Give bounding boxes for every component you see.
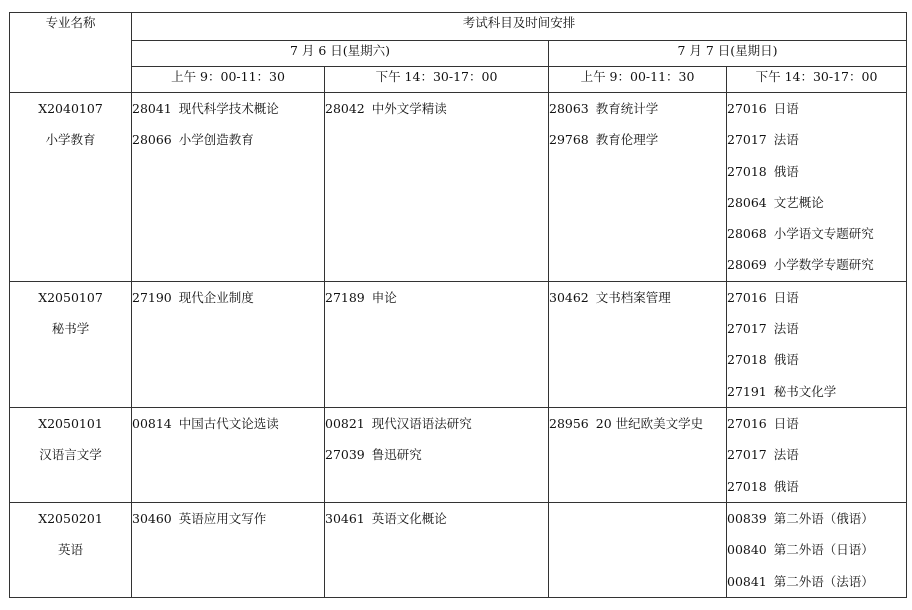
course-code: 27016 xyxy=(727,101,767,116)
course-title: 第二外语（法语） xyxy=(773,573,874,589)
major-name: 汉语言文学 xyxy=(39,446,102,462)
course-title: 日语 xyxy=(773,101,799,116)
course-title: 法语 xyxy=(773,447,799,463)
major-cell xyxy=(10,281,132,407)
list-item xyxy=(325,282,548,313)
list-item xyxy=(132,503,324,534)
list-item xyxy=(549,93,726,124)
slot-cell xyxy=(325,281,549,407)
course-title: 教育统计学 xyxy=(595,101,659,116)
course-code: 00814 xyxy=(132,415,172,431)
course-title: 日语 xyxy=(773,415,799,431)
major-code: X2040107 xyxy=(38,101,103,116)
slot-header-4: 下午 14：30-17：00 xyxy=(727,67,907,93)
slot-header-1: 上午 9：00-11：30 xyxy=(132,67,325,93)
slot-cell xyxy=(325,502,549,597)
course-title: 第二外语（日语） xyxy=(773,542,874,558)
course-title: 20 世纪欧美文学史 xyxy=(595,415,704,431)
course-code: 27190 xyxy=(132,289,172,305)
course-title: 文艺概论 xyxy=(773,194,824,210)
slot-cell xyxy=(132,407,325,502)
list-item xyxy=(727,566,906,597)
list-item xyxy=(727,282,906,313)
course-title: 现代企业制度 xyxy=(178,289,254,305)
header-row-title xyxy=(10,13,907,41)
course-code: 29768 xyxy=(549,132,589,148)
slot-cell xyxy=(325,407,549,502)
exam-schedule-table xyxy=(9,12,907,598)
course-code: 27191 xyxy=(727,383,767,399)
list-item xyxy=(325,503,548,534)
list-item xyxy=(132,408,324,439)
course-code: 00839 xyxy=(727,510,767,526)
list-item xyxy=(325,408,548,439)
course-code: 28066 xyxy=(132,132,172,148)
list-item xyxy=(727,156,906,187)
major-cell xyxy=(10,93,132,282)
course-title: 小学数学专题研究 xyxy=(773,257,874,273)
slot-cell xyxy=(727,281,907,407)
course-title: 教育伦理学 xyxy=(595,132,659,148)
list-item xyxy=(727,439,906,470)
course-code: 27018 xyxy=(727,478,767,494)
slot-cell xyxy=(549,502,727,597)
major-cell xyxy=(10,502,132,597)
course-code: 30461 xyxy=(325,510,365,526)
course-code: 27016 xyxy=(727,415,767,431)
table-row xyxy=(10,407,907,502)
list-item xyxy=(549,282,726,313)
list-item xyxy=(727,124,906,155)
course-title: 俄语 xyxy=(773,352,799,368)
list-item xyxy=(132,124,324,155)
schedule-title: 考试科目及时间安排 xyxy=(132,13,907,41)
major-column-header: 专业名称 xyxy=(10,13,132,93)
list-item xyxy=(325,93,548,124)
course-title: 俄语 xyxy=(773,163,799,179)
course-code: 27018 xyxy=(727,163,767,179)
course-code: 28063 xyxy=(549,101,589,116)
slot-cell xyxy=(132,93,325,282)
slot-cell xyxy=(132,281,325,407)
course-title: 中国古代文论选读 xyxy=(178,415,279,431)
course-title: 法语 xyxy=(773,321,799,337)
course-title: 俄语 xyxy=(773,478,799,494)
slot-cell xyxy=(727,93,907,282)
list-item xyxy=(727,503,906,534)
major-name: 秘书学 xyxy=(51,320,90,336)
list-item xyxy=(132,93,324,124)
list-item xyxy=(132,282,324,313)
course-title: 秘书文化学 xyxy=(773,383,837,399)
list-item xyxy=(325,439,548,470)
course-code: 27017 xyxy=(727,447,767,463)
course-code: 30460 xyxy=(132,510,172,526)
list-item xyxy=(727,408,906,439)
list-item xyxy=(727,471,906,502)
course-title: 英语应用文写作 xyxy=(178,510,267,526)
slot-cell xyxy=(325,93,549,282)
major-name: 英语 xyxy=(57,541,83,557)
course-title: 第二外语（俄语） xyxy=(773,510,874,526)
course-code: 28064 xyxy=(727,194,767,210)
course-code: 28068 xyxy=(727,226,767,242)
course-code: 30462 xyxy=(549,289,589,305)
header-row-days xyxy=(10,41,907,67)
course-code: 28042 xyxy=(325,101,365,116)
day-header-1: 7 月 6 日(星期六) xyxy=(132,41,549,67)
list-item xyxy=(727,249,906,280)
course-code: 00840 xyxy=(727,542,767,558)
course-title: 中外文学精读 xyxy=(371,101,447,116)
course-title: 英语文化概论 xyxy=(371,510,447,526)
course-code: 28069 xyxy=(727,257,767,273)
slot-cell xyxy=(727,502,907,597)
course-code: 00821 xyxy=(325,415,365,431)
slot-header-3: 上午 9：00-11：30 xyxy=(549,67,727,93)
table-row xyxy=(10,93,907,282)
course-title: 小学语文专题研究 xyxy=(773,226,874,242)
list-item xyxy=(549,124,726,155)
course-title: 法语 xyxy=(773,132,799,148)
slot-cell xyxy=(549,281,727,407)
list-item xyxy=(727,534,906,565)
course-title: 申论 xyxy=(371,289,397,305)
schedule-body xyxy=(10,93,907,598)
slot-cell xyxy=(549,93,727,282)
course-title: 现代汉语语法研究 xyxy=(371,415,472,431)
slot-cell xyxy=(549,407,727,502)
course-code: 27018 xyxy=(727,352,767,368)
list-item xyxy=(727,187,906,218)
list-item xyxy=(727,218,906,249)
list-item xyxy=(727,344,906,375)
course-code: 27189 xyxy=(325,289,365,305)
list-item xyxy=(727,313,906,344)
course-code: 27039 xyxy=(325,447,365,463)
day-header-2: 7 月 7 日(星期日) xyxy=(549,41,907,67)
course-code: 00841 xyxy=(727,573,767,589)
header-row-slots xyxy=(10,67,907,93)
course-title: 文书档案管理 xyxy=(595,289,671,305)
major-code: X2050201 xyxy=(38,510,103,526)
major-cell xyxy=(10,407,132,502)
list-item xyxy=(727,376,906,407)
major-code: X2050101 xyxy=(38,415,103,431)
major-name: 小学教育 xyxy=(45,132,96,147)
slot-cell xyxy=(132,502,325,597)
course-title: 鲁迅研究 xyxy=(371,447,422,463)
course-code: 28041 xyxy=(132,101,172,116)
course-code: 27017 xyxy=(727,321,767,337)
slot-cell xyxy=(727,407,907,502)
course-code: 27017 xyxy=(727,132,767,148)
course-code: 27016 xyxy=(727,289,767,305)
course-code: 28956 xyxy=(549,415,589,431)
list-item xyxy=(727,93,906,124)
slot-header-2: 下午 14：30-17：00 xyxy=(325,67,549,93)
course-title: 小学创造教育 xyxy=(178,132,254,148)
major-code: X2050107 xyxy=(38,289,103,305)
list-item xyxy=(549,408,726,439)
course-title: 日语 xyxy=(773,289,799,305)
course-title: 现代科学技术概论 xyxy=(178,101,279,116)
table-row xyxy=(10,502,907,597)
table-row xyxy=(10,281,907,407)
